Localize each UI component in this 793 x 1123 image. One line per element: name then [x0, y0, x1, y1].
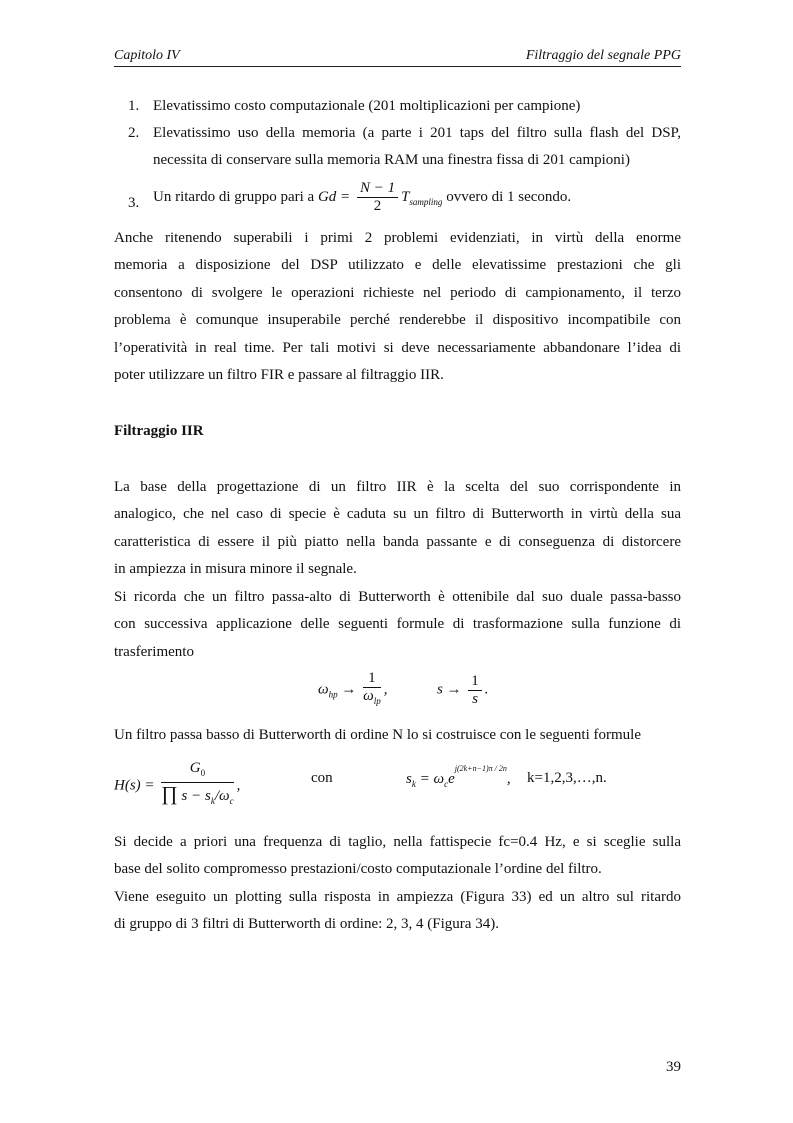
transformation-formula: $\omega_{hp}$ → $\frac{1}{\omega_{lp}}$ , s → $\frac{1}{s}$ . [318, 670, 489, 707]
paragraph-plotting: Viene eseguito un plotting sulla risposta in ampiezza (Figura 33) ed un altro sul ritardo di gruppo di 3 filtri di Butterworth di ordine: 2, 3, 4 (Figura 34). [114, 889, 681, 933]
page-number: 39 [666, 1059, 681, 1075]
list-item: 2. Elevatissimo uso della memoria (a parte i 201 taps del filtro sulla flash del DSP, necessita di conservare sulla memoria RAM una finestra fissa di 201 campioni) [128, 125, 681, 168]
group-delay-formula: Gd = $\frac{N - 1}{2}$ $T_{sampling}$ [317, 180, 443, 214]
section-heading: Filtraggio IIR [114, 423, 204, 439]
section-label: Filtraggio del segnale PPG [525, 48, 681, 63]
paragraph-iir-base: La base della progettazione di un filtro IIR è la scelta del suo corrispondente in analogico, che nel caso di specie è caduta su un filtro di Butterworth in virtù della sua caratteristica di essere il più piatto nella banda passante e di conseguenza di distorcere in ampiezza in misura minore il segnale. [114, 479, 681, 578]
con-label: con [311, 770, 333, 786]
list-item: 3. Un ritardo di gruppo pari a Gd = $\frac{N - 1}{2}$ $T_{sampling}$ ovvero di 1 secondo. [128, 180, 572, 214]
problems-list [114, 93, 681, 216]
list-item: 1. Elevatissimo costo computazionale (201 moltiplicazioni per campione) [128, 98, 581, 114]
paragraph-lowpass: Un filtro passa basso di Butterworth di ordine N lo si costruisce con le seguenti formule [114, 727, 641, 743]
chapter-label: Capitolo IV [114, 48, 180, 63]
paragraph-cutoff: Si decide a priori una frequenza di taglio, nella fattispecie fc=0.4 Hz, e si sceglie sulla base del solito compromesso prestazioni/costo computazionale l’ordine del filtro. [114, 834, 681, 878]
running-header [114, 48, 681, 67]
butterworth-transfer-formula: H(s) = $\frac{G_0}{\prod s - s_k/\omega_c}$ , [114, 760, 241, 806]
k-range: k=1,2,3,…,n. [527, 770, 607, 786]
paragraph-fir-limits: Anche ritenendo superabili i primi 2 problemi evidenziati, in virtù della enorme memoria a disposizione del DSP utilizzato e delle elevatissime prestazioni che gli consentono di svolgere le operazioni richieste nel periodo di campionamento, il terzo problema è comunque insuperabile perché renderebbe il dispositivo incompatibile con l’operatività in real time. Per tali motivi si deve necessariamente abbandonare l’idea di poter utilizzare un filtro FIR e passare al filtraggio IIR. [114, 230, 681, 384]
pole-formula: $s_k = \omega_ce^{j(2k+n-1)\pi / 2n}$, [406, 764, 511, 789]
paragraph-highpass: Si ricorda che un filtro passa-alto di Butterworth è ottenibile dal suo duale passa-basso con successiva applicazione delle seguenti formule di trasformazione sulla funzione di trasferimento [114, 589, 681, 660]
